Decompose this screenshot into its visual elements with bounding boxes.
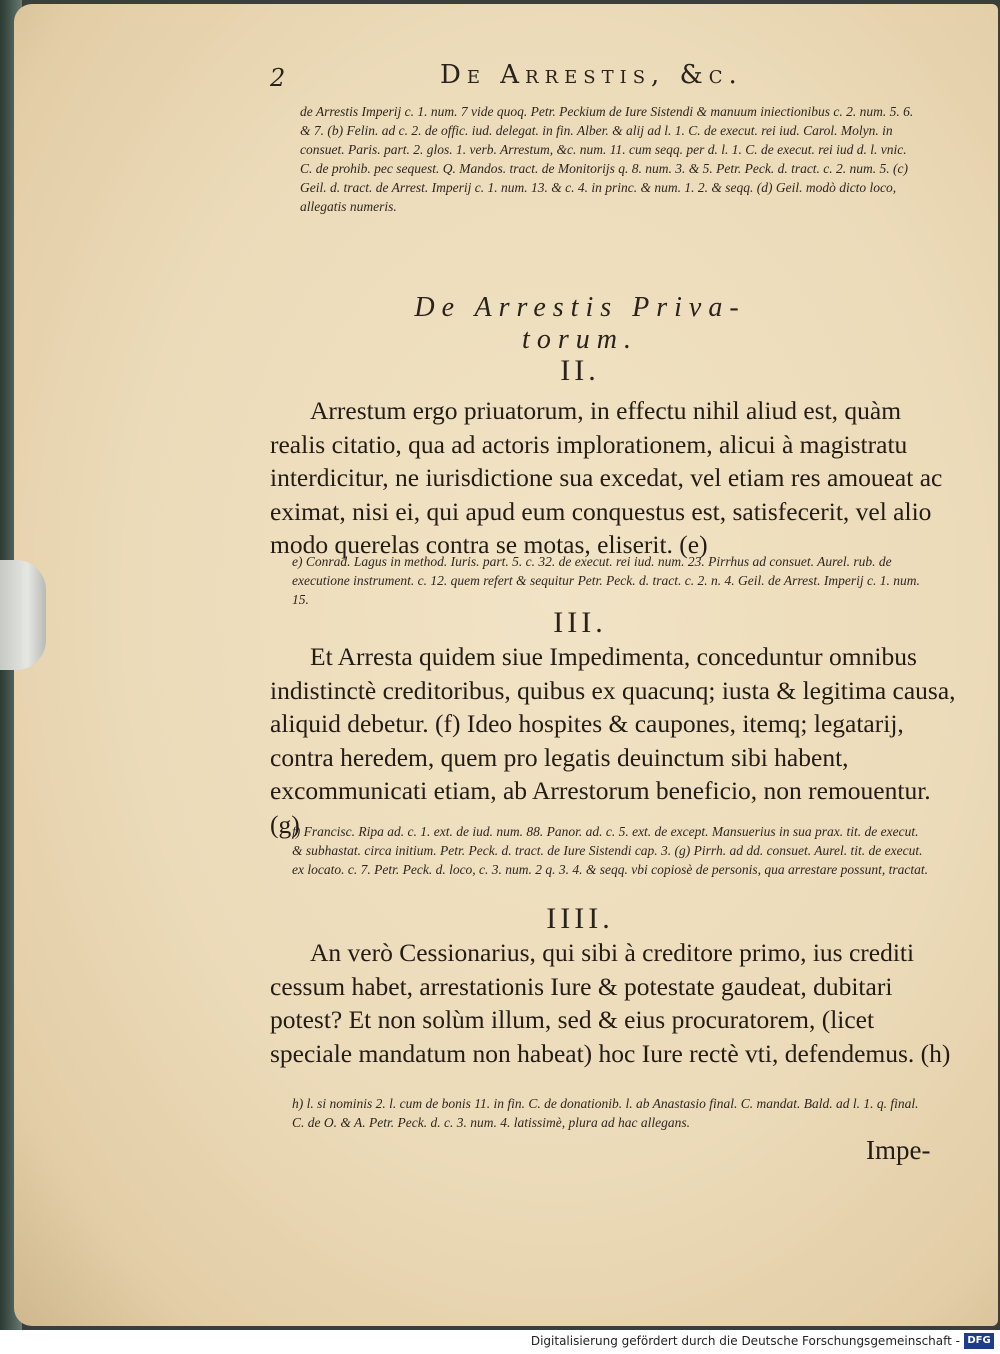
section-numeral: III. <box>553 606 607 639</box>
dfg-logo: DFG <box>964 1333 994 1349</box>
running-head: De Arrestis, &c. <box>440 60 743 90</box>
page-number: 2 <box>270 64 286 92</box>
paragraph: Et Arresta quidem siue Impedimenta, conceduntur omnibus indistinctè creditoribus, quibus ex quacunq; iusta & legitima causa, aliquid debetur. (f) Ideo hospites & caupones, itemq; legatarij, contra heredem, quem pro legatis deuinctum sibi habent, excommunicati etiam, ab Arrestorum beneficio, non remouentur. (g) <box>270 642 956 839</box>
page-clip <box>0 560 46 670</box>
section-numeral: II. <box>560 354 600 387</box>
footer-credit: Digitalisierung gefördert durch die Deutsche Forschungsgemeinschaft - <box>530 1334 960 1348</box>
footnote: f) Francisc. Ripa ad. c. 1. ext. de iud. num. 88. Panor. ad. c. 5. ext. de except. Mansuerius in sua prax. tit. de execut. & subhastat. circa initium. Petr. Peck. d. tract. de Iure Sistendi cap. 3. (g) Pirrh. ad dd. consuet. Aurel. tit. de execut. ex locato. c. 7. Petr. Peck. d. loco, c. 3. num. 2 q. 3. 4. & seqq. vbi copiosè de personis, qua arrestare possunt, tractat. <box>292 824 929 877</box>
section-title-line2: torum. <box>522 324 638 355</box>
paragraph: Arrestum ergo priuatorum, in effectu nihil aliud est, quàm realis citatio, qua ad actoris implorationem, alicui à magistratu interdicitur, ne iurisdictione sua excedat, vel etiam res amoueat ac eximat, nisi ei, qui apud eum conquestus est, satisfecerit, vel alio modo querelas contra se motas, eliserit. (e) <box>270 396 943 559</box>
digitization-footer <box>0 1330 1000 1354</box>
section-title <box>270 292 890 356</box>
footnote: e) Conrad. Lagus in method. Iuris. part. 5. c. 32. de execut. rei iud. num. 23. Pirrhus ad consuet. Aurel. rub. de executione instrument. c. 12. quem refert & sequitur Petr. Peck. d. tract. c. 2. n. 4. Geil. de Arrest. Imperij c. 1. num. 15. <box>292 554 920 607</box>
section-numeral: IIII. <box>546 902 614 935</box>
book-page <box>14 4 998 1326</box>
footnote: h) l. si nominis 2. l. cum de bonis 11. in fin. C. de donationib. l. ab Anastasio final. C. mandat. Bald. ad l. 1. q. final. C. de O. & A. Petr. Peck. d. c. 3. num. 4. latissimè, plura ad hac allegans. <box>292 1096 919 1130</box>
section-title-line1: De Arrestis Priva- <box>414 292 746 323</box>
footnote-top: de Arrestis Imperij c. 1. num. 7 vide quoq. Petr. Peckium de Iure Sistendi & manuum iniectionibus c. 2. num. 5. 6. & 7. (b) Felin. ad c. 2. de offic. iud. delegat. in fin. Alber. & alij ad l. 1. C. de execut. rei iud. Carol. Molyn. in consuet. Paris. part. 2. glos. 1. verb. Arrestum, &c. num. 11. cum seqq. per d. l. 1. C. de execut. rei iud d. l. vnic. C. de prohib. pec sequest. Q. Mandos. tract. de Monitorijs q. 8. num. 3. & 5. Petr. Peck. d. tract. c. 2. num. 5. (c) Geil. d. tract. de Arrest. Imperij c. 1. num. 13. & c. 4. in princ. & num. 1. 2. & seqq. (d) Geil. modò dicto loco, allegatis numeris. <box>300 104 914 214</box>
paragraph: An verò Cessionarius, qui sibi à creditore primo, ius crediti cessum habet, arrestationis Iure & potestate gaudeat, dubitari potest? Et non solùm illum, sed & eius procuratorem, (licet speciale mandatum non habeat) hoc Iure rectè vti, defendemus. (h) <box>270 938 951 1068</box>
catchword: Impe- <box>866 1135 931 1165</box>
